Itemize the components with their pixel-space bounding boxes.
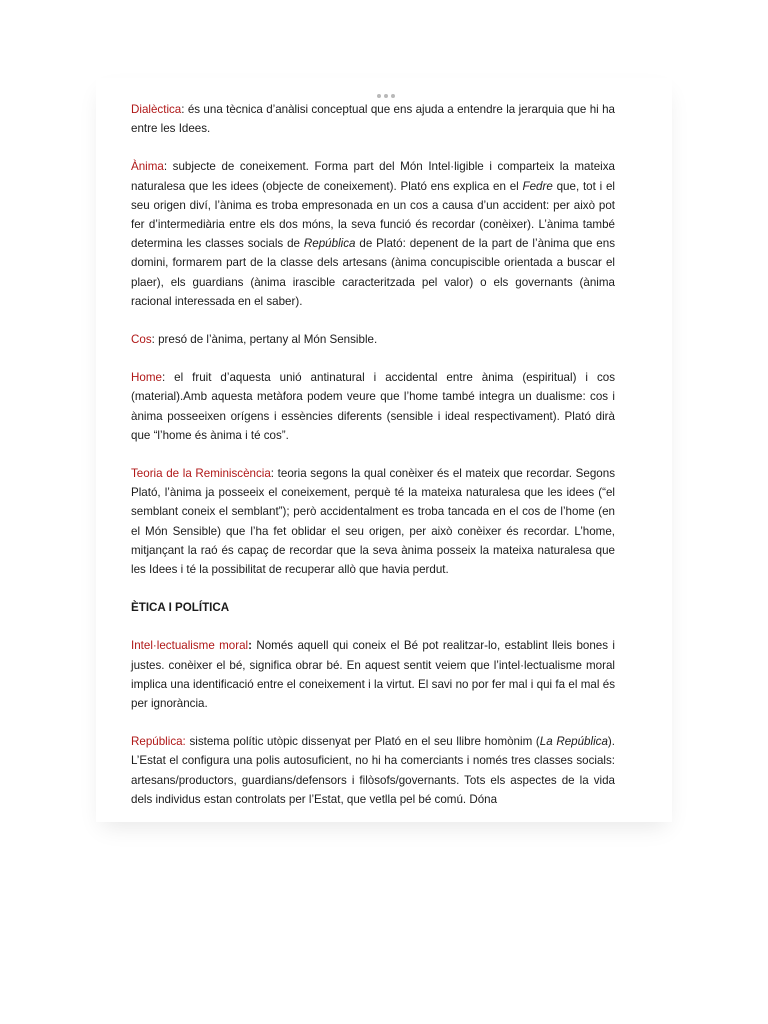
paragraph-intellectualisme — [131, 636, 615, 713]
term-anima: Ànima — [131, 160, 164, 174]
term-reminiscencia: Teoria de la Reminiscència — [131, 467, 271, 481]
dot-icon — [377, 94, 381, 98]
definition-dialectica: : és una tècnica d’anàlisi conceptual que ens ajuda a entendre la jerarquia que hi ha entre les Idees. — [131, 103, 615, 136]
dot-icon — [391, 94, 395, 98]
definition-intellectualisme: Només aquell qui coneix el Bé pot realitzar-lo, establint lleis bones i justes. conèixer el bé, significa obrar bé. En aquest sentit veiem que l’intel·lectualisme moral implica una identificació entre el coneixement i la virtut. El savi no por fer mal i qui fa el mal és per ignorància. — [131, 639, 615, 711]
paragraph-home — [131, 368, 615, 445]
definition-anima-part-3: de Plató: depenent de la part de l’ànima que ens domini, formarem part de la classe dels artesans (ànima concupiscible orientada a buscar el plaer), els guardians (ànima irascible caracteritzada pel valor) o els governants (ànima racional interessada en el saber). — [131, 237, 615, 308]
definition-reminiscencia: : teoria segons la qual conèixer és el mateix que recordar. Segons Plató, l’ànima ja posseeix el coneixement, perquè té la mateixa naturalesa que les idees (“el semblant coneix el semblant”); però accidentalment es troba tancada en el cos de l’home (en el Món Sensible) que l’ha fet oblidar el seu origen, per això conèixer és recordar. L’home, mitjançant la raó és capaç de recordar que la seva ànima posseix la mateixa naturalesa que les Idees i té la possibilitat de recuperar allò que havia perdut. — [131, 467, 615, 577]
paragraph-reminiscencia — [131, 464, 615, 579]
title-fedre: Fedre — [522, 179, 553, 193]
paragraph-cos — [131, 330, 615, 349]
definition-home: : el fruit d’aquesta unió antinatural i accidental entre ànima (espiritual) i cos (material).Amb aquesta metàfora podem veure que l’home també integra un dualisme: cos i ànima posseeixen orígens i essències diferents (sensible i ideal respectivament). Plató dirà que “l’home és ànima i té cos”. — [131, 371, 615, 442]
document-page — [96, 78, 672, 822]
paragraph-anima — [131, 157, 615, 311]
section-heading: ÈTICA I POLÍTICA — [131, 601, 230, 615]
paragraph-dialectica — [131, 100, 615, 138]
title-republica: República — [303, 237, 356, 251]
dot-icon — [384, 94, 388, 98]
definition-anima-part-2: que, tot i el seu origen diví, l’ànima es troba empresonada en un cos a causa d’un accident: per això pot fer d’intermediària entre els dos móns, la seva funció és recordar (conèixer). L’ànima també determina les classes socials de — [131, 179, 615, 251]
document-content — [131, 100, 615, 822]
term-home: Home — [131, 371, 162, 385]
term-republica: República: — [131, 735, 186, 749]
term-dialectica: Dialèctica — [131, 103, 182, 116]
term-intellectualisme: Intel·lectualisme moral — [131, 639, 249, 653]
drag-handle[interactable] — [377, 94, 395, 98]
definition-republica-part-1: sistema polític utòpic dissenyat per Plató en el seu llibre homònim ( — [185, 735, 540, 749]
definition-anima-part-1: : subjecte de coneixement. Forma part del Món Intel·ligible i comparteix la mateixa naturalesa que les idees (objecte de coneixement). Plató ens explica en el — [131, 160, 615, 193]
definition-republica-part-2: ). L’Estat el configura una polis autosuficient, no hi ha comerciants i només tres classes socials: artesans/productors, guardians/defensors i filòsofs/governants. Tots els aspectes de la vida dels individus estan controlats per l’Estat, que vetlla pel bé comú. Dóna — [131, 735, 615, 806]
term-cos: Cos — [131, 333, 152, 347]
definition-cos: : presó de l’ànima, pertany al Món Sensible. — [151, 333, 378, 347]
title-la-republica: La República — [539, 735, 608, 749]
paragraph-republica — [131, 732, 615, 809]
term-colon: : — [248, 639, 252, 653]
